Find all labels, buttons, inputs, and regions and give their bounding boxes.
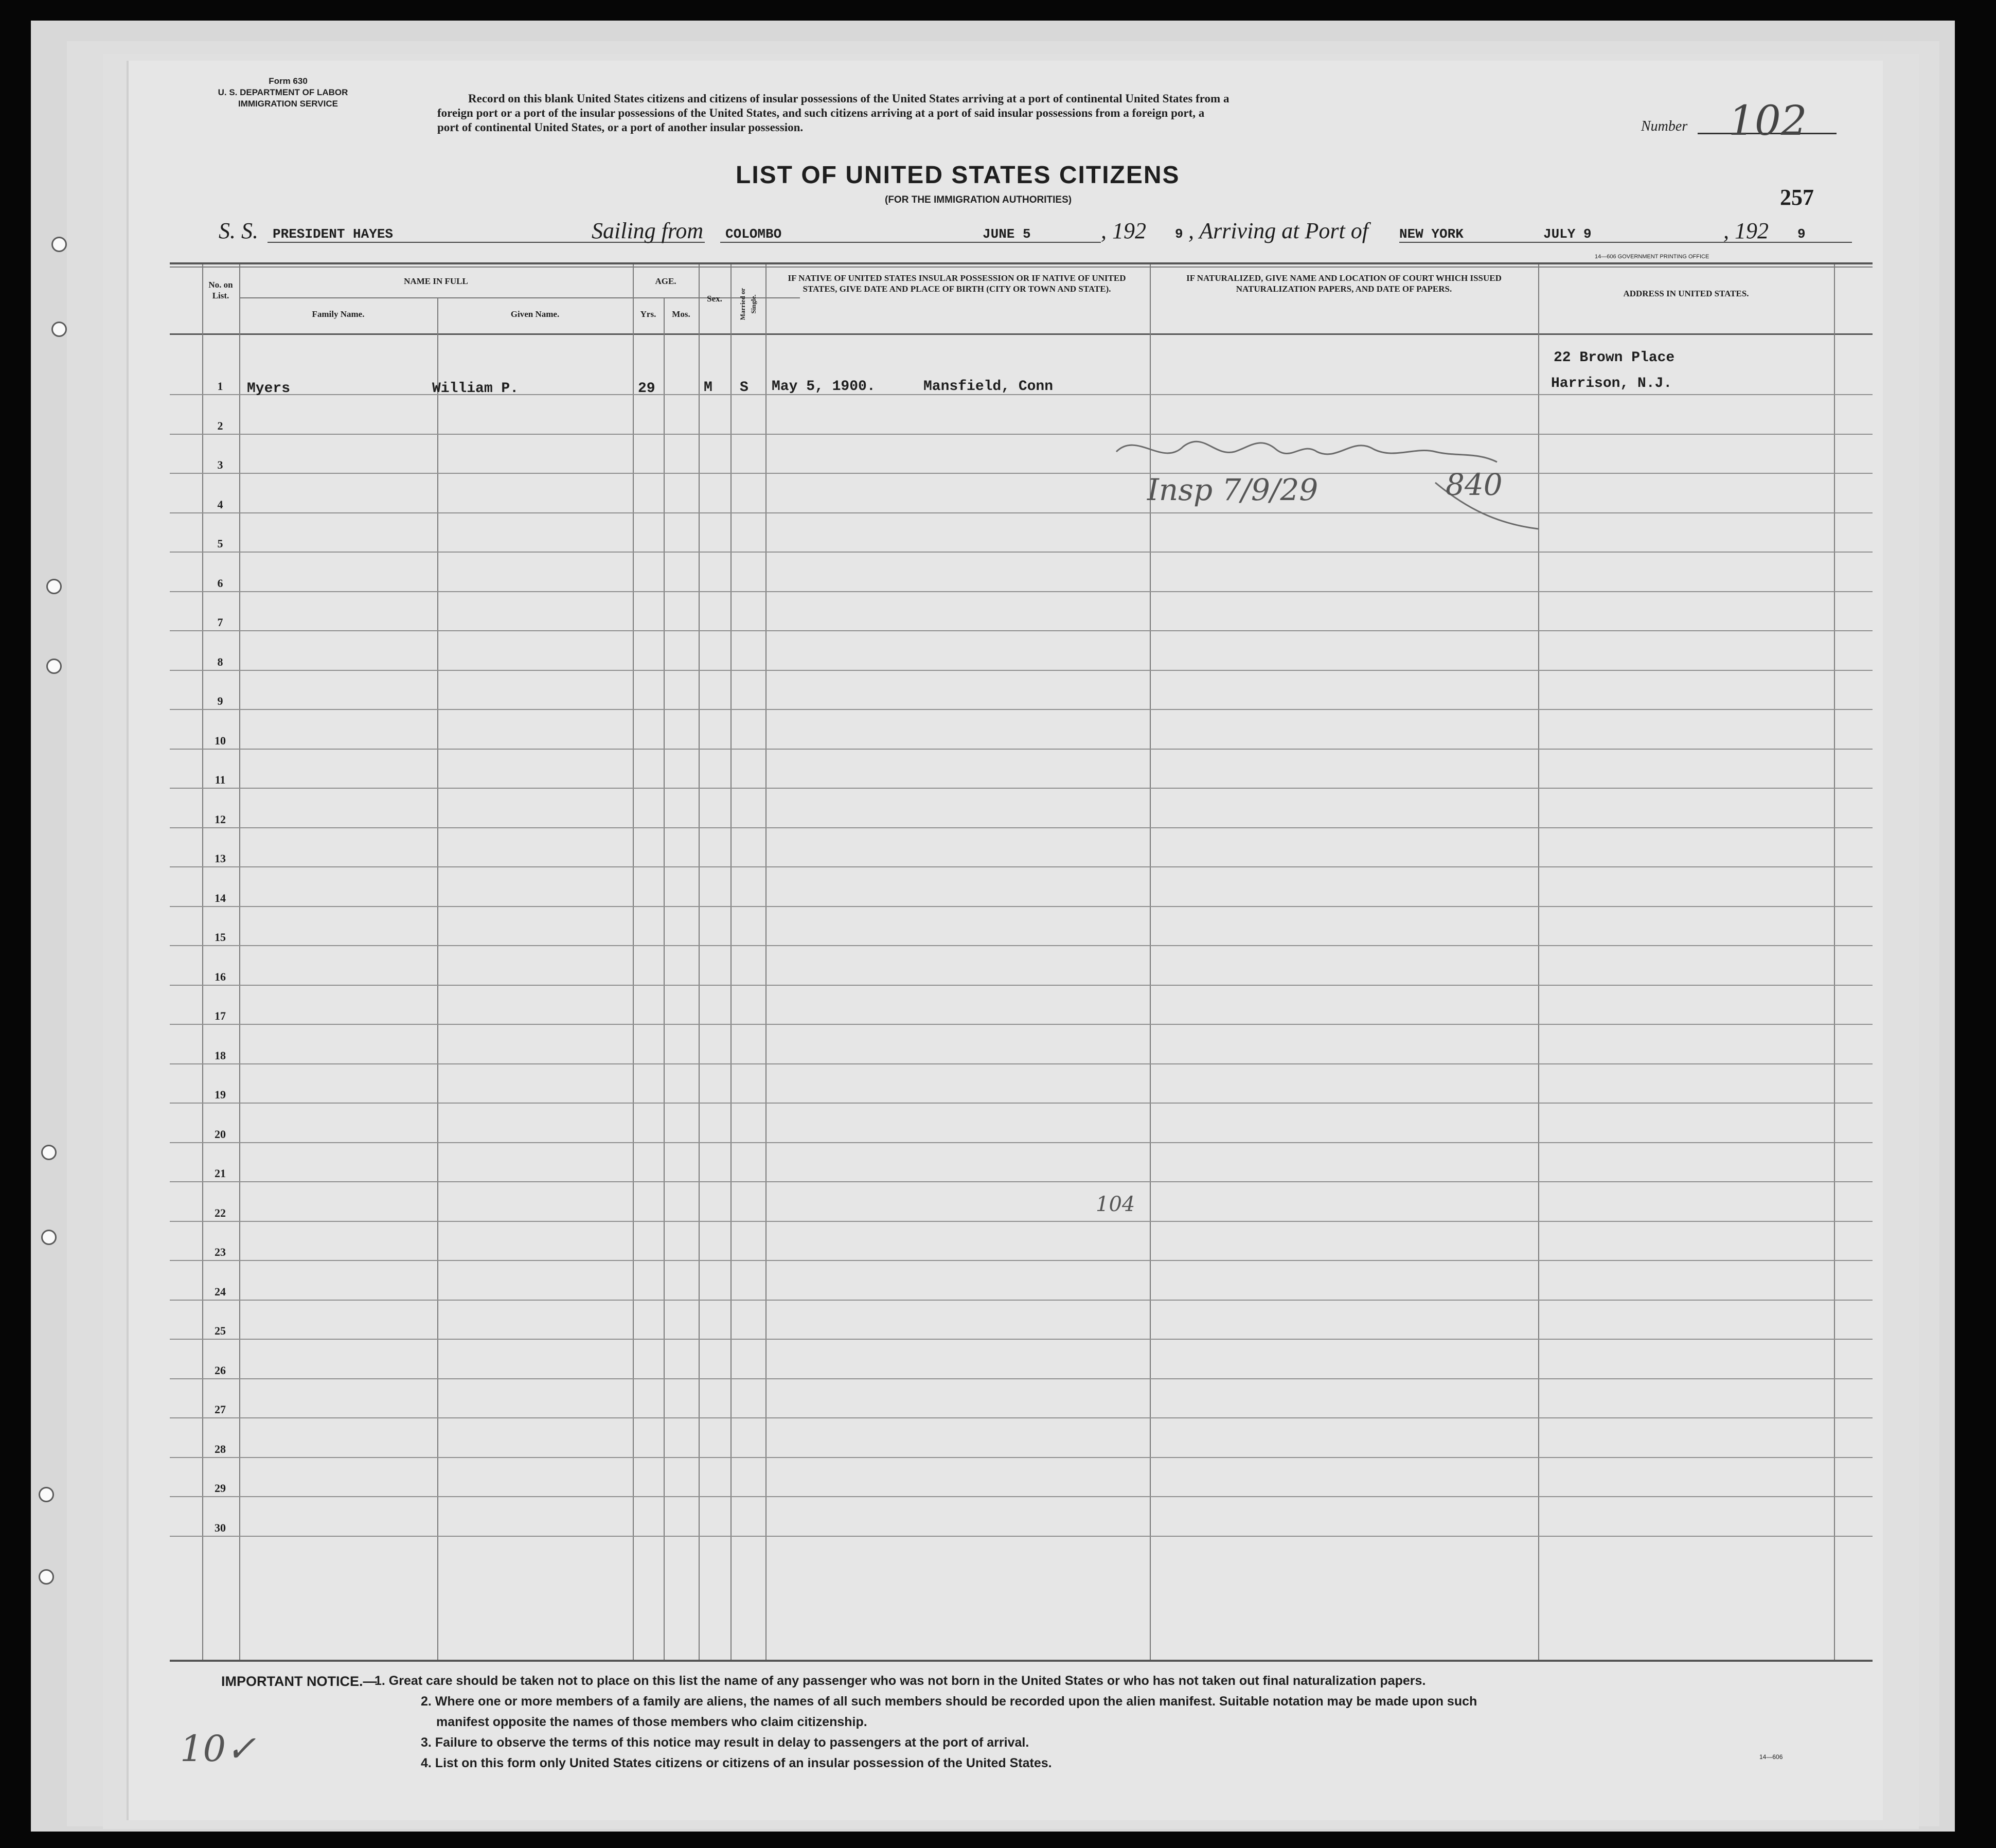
entry-address-line-1: 22 Brown Place [1554,350,1675,366]
punch-hole [51,322,67,337]
entry-birth-date: May 5, 1900. [772,379,876,395]
header-address: ADDRESS IN UNITED STATES. [1623,289,1749,298]
row-number: 2 [217,419,223,432]
form-number: Form 630 [269,76,308,86]
intro-line-2: foreign port or a port of the insular possessions of the United States, and such citizens arriving at a port of said insular possessions from a foreign port, a [437,106,1205,119]
ship-name: PRESIDENT HAYES [273,226,394,242]
row-number: 6 [217,576,223,590]
arrival-date: JULY 9 [1543,226,1592,242]
row-number: 16 [215,970,226,983]
row-line [170,1181,1873,1182]
row-line [170,552,1873,553]
row-line [170,1339,1873,1340]
column-divider [730,264,732,1661]
row-number: 9 [217,695,223,707]
column-divider [239,264,240,1661]
row-number: 7 [217,616,223,629]
year-digit-1: 9 [1175,226,1183,242]
punch-hole [46,659,62,674]
row-number: 19 [215,1088,226,1101]
service-label: IMMIGRATION SERVICE [238,99,338,109]
entry-sex: M [704,380,712,396]
column-divider [633,264,634,1661]
column-divider [699,264,700,1661]
row-line [170,788,1873,789]
row-number: 26 [215,1363,226,1377]
header-mos: Mos. [672,309,690,319]
number-label: Number [1641,118,1688,134]
row-line [170,1260,1873,1261]
row-number: 11 [215,773,226,786]
row-line [170,945,1873,946]
row-number: 17 [215,1009,226,1022]
punch-hole [41,1145,57,1160]
port-underline [1399,242,1852,243]
column-divider [202,264,203,1661]
header-name-in-full: NAME IN FULL [404,276,468,286]
entry-marital-status: S [740,380,748,396]
row-number: 29 [215,1482,226,1495]
row-number: 4 [217,497,223,511]
row-line [170,1063,1873,1064]
row-number: 20 [215,1127,226,1141]
row-line [170,1221,1873,1222]
sail-date: JUNE 5 [983,226,1031,242]
row-number: 25 [215,1324,226,1337]
manifest-page [129,61,1883,1820]
year-label-2: , 192 [1723,218,1769,243]
header-married: Married or Single. [739,288,757,321]
entry-family-name: Myers [247,381,291,397]
intro-line-3: port of continental United States, or a port of another insular possession. [437,121,804,134]
row-number: 27 [215,1403,226,1416]
row-number: 22 [215,1206,226,1219]
row-number: 23 [215,1246,226,1258]
row-number: 30 [215,1521,226,1534]
inspector-date: Insp 7/9/29 [1147,472,1318,507]
column-divider [664,297,665,1661]
printer-office-text: GOVERNMENT PRINTING OFFICE [1617,254,1709,260]
row-line [170,670,1873,671]
department-label: U. S. DEPARTMENT OF LABOR [218,87,348,97]
column-divider [1834,264,1835,1661]
column-divider [437,297,438,1661]
row-line [170,1378,1873,1379]
notice-item-2b: manifest opposite the names of those members who claim citizenship. [436,1715,867,1729]
row-line [170,1496,1873,1497]
row-line [170,906,1873,907]
entry-address-line-2: Harrison, N.J. [1551,376,1672,392]
bottom-left-mark: 10✓ [180,1728,256,1770]
row-number: 3 [217,458,223,471]
punch-hole [41,1230,57,1245]
ss-label: S. S. [219,218,258,243]
header-yrs: Yrs. [640,309,656,319]
from-port: COLOMBO [725,226,782,242]
header-no: No. on List. [208,280,233,300]
row-line [170,1024,1873,1025]
column-divider [765,264,767,1661]
header-naturalized: IF NATURALIZED, GIVE NAME AND LOCATION OF COURT WHICH ISSUED NATURALIZATION PAPERS, AND DATE OF PAPERS. [1186,273,1502,294]
row-number: 13 [215,852,226,865]
row-number: 28 [215,1442,226,1455]
row-number: 12 [215,812,226,826]
header-given-name: Given Name. [510,309,560,319]
notice-item-3: 3. Failure to observe the terms of this notice may result in delay to passengers at the port of arrival. [421,1735,1029,1750]
entry-birth-place: Mansfield, Conn [923,379,1054,395]
row-line [170,1103,1873,1104]
notice-code: 14—606 [1759,1753,1783,1761]
row-line [170,1536,1873,1537]
row-line [170,985,1873,986]
header-sex: Sex. [707,294,722,304]
number-value: 102 [1728,97,1807,145]
sailing-label: Sailing from [592,218,704,243]
table-top-border-2 [170,266,1873,268]
page-title: LIST OF UNITED STATES CITIZENS [736,162,1180,189]
row-line [170,749,1873,750]
notice-item-4: 4. List on this form only United States citizens or citizens of an insular possession of the United States. [421,1756,1052,1770]
punch-hole [39,1569,54,1585]
header-bottom-line [170,333,1873,335]
row-line [170,1300,1873,1301]
row-number: 8 [217,655,223,668]
intro-line-1: Record on this blank United States citizens and citizens of insular possessions of the United States arriving at a port of continental United States from a [468,92,1229,105]
inspector-number: 840 [1446,467,1503,502]
row-line [170,709,1873,710]
row-line [170,1142,1873,1143]
table-bottom-border [170,1660,1873,1662]
row-line [170,827,1873,828]
punch-hole [51,237,67,252]
notice-item-1: 1. Great care should be taken not to place on this list the name of any passenger who was not born in the United States or who has not taken out final naturalization papers. [375,1674,1426,1688]
row-line [170,866,1873,867]
punch-hole [46,579,62,594]
table-top-border [170,262,1873,264]
row-number: 14 [215,891,226,904]
row-number: 15 [215,931,226,944]
row-number: 24 [215,1285,226,1298]
entry-given-name: William P. [432,381,519,397]
arriving-label: , Arriving at Port of [1188,218,1368,243]
notice-item-2a: 2. Where one or more members of a family are aliens, the names of all such members should be recorded upon the alien manifest. Suitable notation may be made upon such [421,1694,1477,1709]
row-number: 21 [215,1167,226,1180]
header-birth: IF NATIVE OF UNITED STATES INSULAR POSSESSION OR IF NATIVE OF UNITED STATES, GIVE DATE AND PLACE OF BIRTH (CITY OR TOWN AND STATE). [788,273,1126,294]
middle-mark: 104 [1096,1193,1135,1216]
row-line [170,630,1873,631]
sail-date-underline [977,242,1101,243]
header-family-name: Family Name. [312,309,365,319]
arrival-port: NEW YORK [1399,226,1464,242]
punch-hole [39,1487,54,1502]
row-line [170,512,1873,513]
from-underline [720,242,983,243]
printer-code-text: 14—606 [1595,254,1616,260]
year-label-1: , 192 [1101,218,1146,243]
row-line [170,1417,1873,1418]
printer-code [1595,254,1709,260]
notice-lead: IMPORTANT NOTICE.— [221,1674,377,1689]
entry-age-years: 29 [638,381,655,397]
page-subtitle: (FOR THE IMMIGRATION AUTHORITIES) [885,194,1072,205]
row-line [170,1457,1873,1458]
year-digit-2: 9 [1797,226,1806,242]
row-line [170,434,1873,435]
row-number: 18 [215,1049,226,1062]
row-line [170,591,1873,592]
header-age: AGE. [655,276,676,286]
row-number: 1 [217,380,223,393]
row-number: 5 [217,537,223,550]
row-number: 10 [215,734,226,747]
page-number: 257 [1780,185,1814,210]
row-line [170,473,1873,474]
